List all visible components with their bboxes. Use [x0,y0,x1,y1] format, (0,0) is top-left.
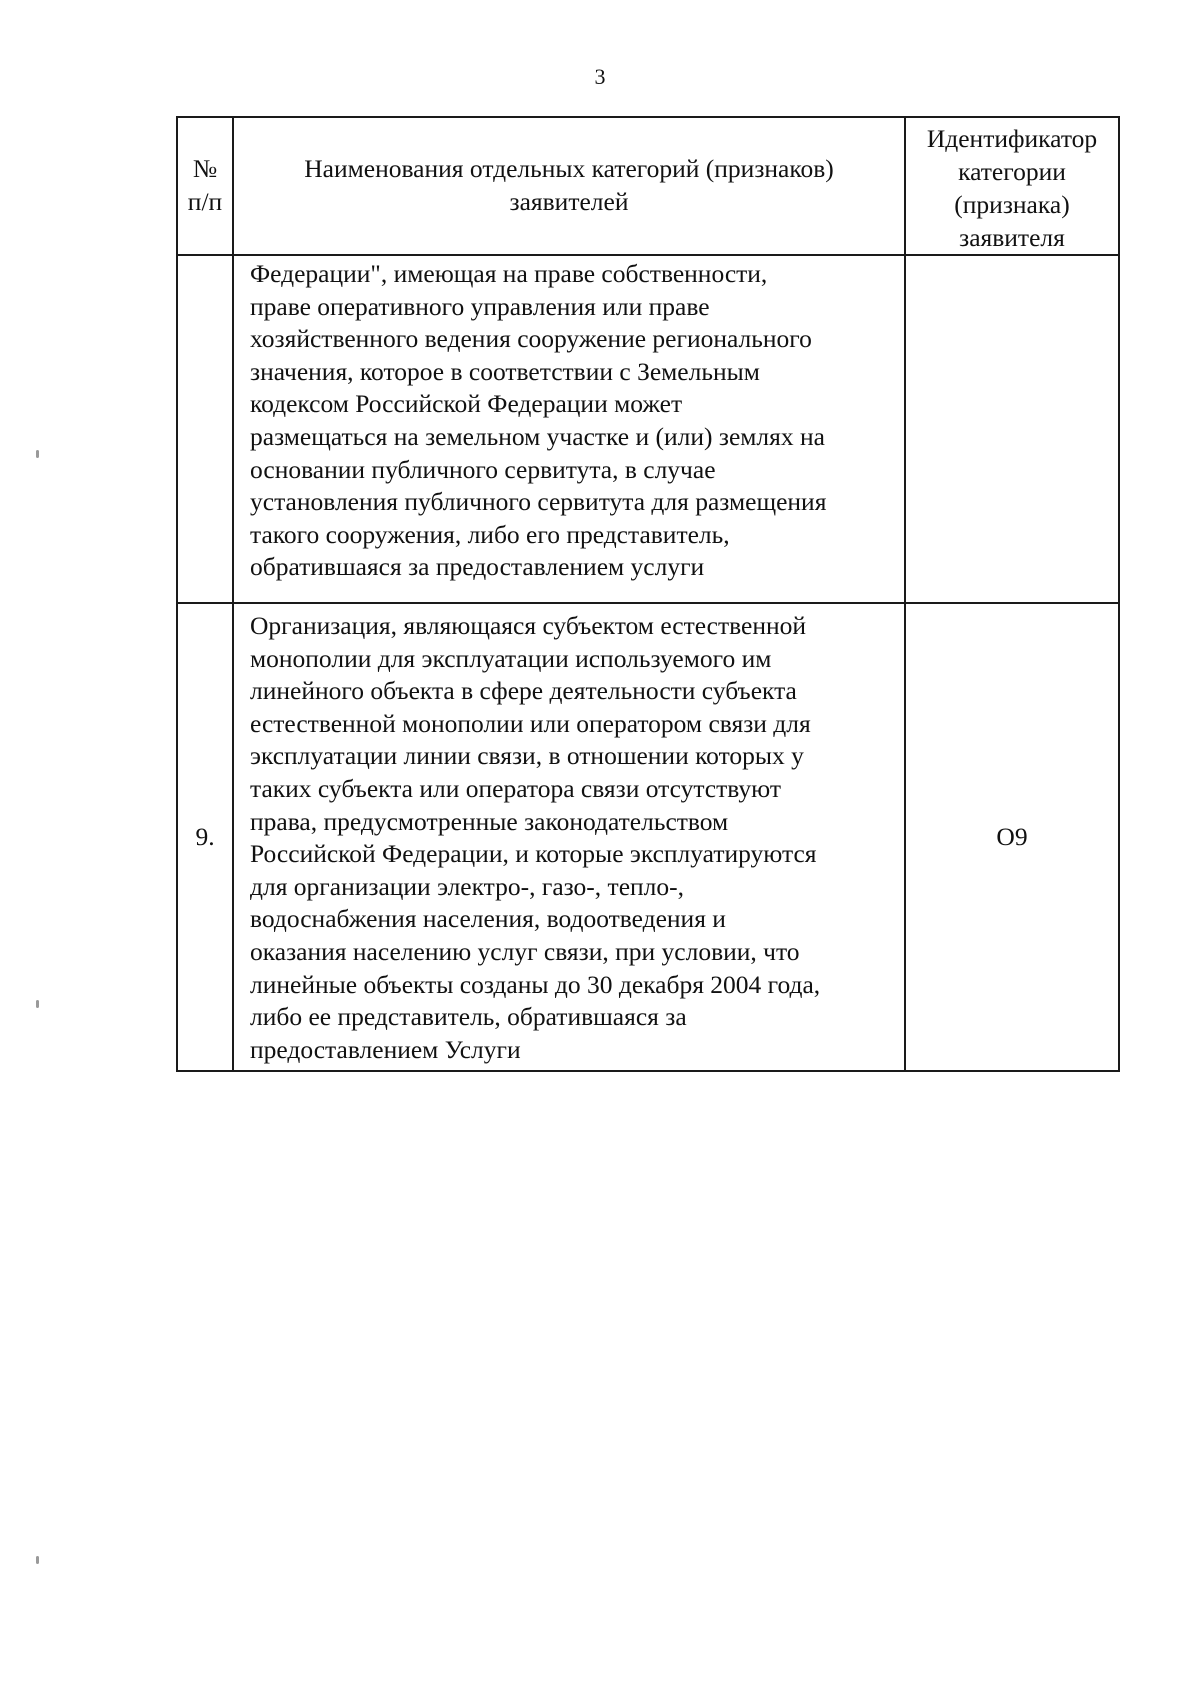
header-identifier [905,117,1119,255]
header-category-name [233,117,905,255]
text-line: Российской Федерации, и которые эксплуатируются [250,839,817,869]
text-line: обратившаяся за предоставлением услуги [250,552,705,582]
table-row [177,603,1119,1071]
text-line: значения, которое в соответствии с Земельным [250,356,760,386]
header-id-line: заявителя [959,223,1065,252]
header-number [177,117,233,255]
row-category-text [233,603,905,1071]
row-identifier [905,255,1119,603]
scan-speck [36,1556,39,1564]
text-line: Организация, являющаяся субъектом естественной [250,611,807,640]
header-number-line: № [192,154,218,184]
header-name-line: Наименования отдельных категорий (признаков) [304,154,834,184]
text-line: Федерации", имеющая на праве собственности, [250,259,768,288]
row-identifier: О9 [905,603,1119,1071]
text-line: линейные объекты созданы до 30 декабря 2004 года, [250,969,821,999]
scan-speck [36,1000,39,1008]
text-line: водоснабжения населения, водоотведения и [250,904,726,934]
text-line: оказания населению услуг связи, при условии, что [250,936,800,966]
text-line: праве оперативного управления или праве [250,291,710,321]
page-number: 3 [594,64,606,89]
table-header-row [177,117,1119,255]
text-line: таких субъекта или оператора связи отсутствуют [250,773,782,803]
header-id-line: категории [958,157,1066,186]
text-line: размещаться на земельном участке и (или) землях на [250,421,825,451]
row-number [177,255,233,603]
text-line: основании публичного сервитута, в случае [250,454,716,484]
row-number: 9. [177,603,233,1071]
row-category-text [233,255,905,603]
text-line: монополии для эксплуатации используемого им [250,643,772,673]
text-line: права, предусмотренные законодательством [250,806,729,836]
applicant-categories-table [176,116,1120,1072]
text-line: естественной монополии или оператором связи для [250,708,811,738]
text-line: линейного объекта в сфере деятельности субъекта [250,676,797,706]
text-line: хозяйственного ведения сооружение регионального [250,324,812,354]
text-line: кодексом Российской Федерации может [250,389,683,419]
text-line: для организации электро-, газо-, тепло-, [250,871,684,901]
text-line: эксплуатации линии связи, в отношении которых у [250,741,804,771]
header-name-line: заявителей [509,187,629,216]
scan-speck [36,450,39,458]
text-line: такого сооружения, либо его представитель, [250,519,730,549]
header-id-line: Идентификатор [926,124,1098,153]
text-line: либо ее представитель, обратившаяся за [250,1002,687,1032]
table-row [177,255,1119,603]
header-number-line: п/п [187,187,223,216]
header-id-line: (признака) [954,190,1070,219]
text-line: установления публичного сервитута для размещения [250,487,827,517]
text-line: предоставлением Услуги [250,1034,521,1064]
